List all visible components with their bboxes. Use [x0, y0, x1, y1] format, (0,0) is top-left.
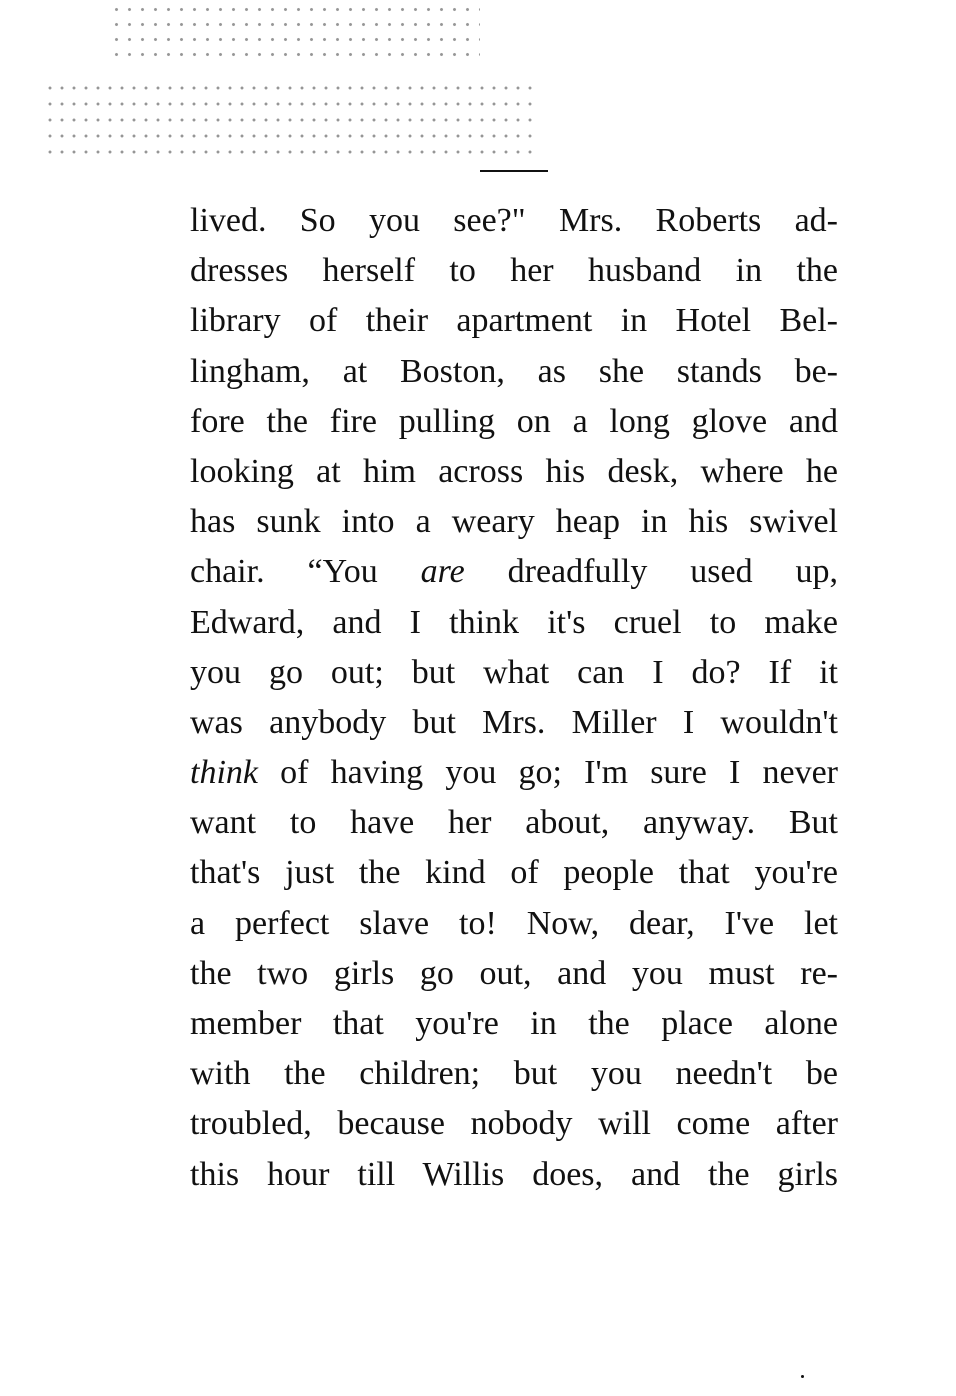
text-line	[190, 1049, 838, 1099]
text-line	[190, 598, 838, 648]
text-line	[190, 547, 838, 597]
line-text: lingham, at Boston, as she stands be-	[190, 352, 838, 390]
line-text: Edward, and I think it's cruel to make	[190, 603, 838, 641]
text-line	[190, 949, 838, 999]
line-text: has sunk into a weary heap in his swivel	[190, 503, 838, 541]
line-text: looking at him across his desk, where he	[190, 452, 838, 490]
text-line	[190, 899, 838, 949]
text-line	[190, 848, 838, 898]
text-line	[190, 748, 838, 798]
line-text: member that you're in the place alone	[190, 1005, 838, 1042]
line-text: want to have her about, anyway. But	[190, 804, 838, 842]
line-text: this hour till Willis does, and the girls	[190, 1155, 838, 1193]
text-line	[190, 698, 838, 748]
text-line	[190, 447, 838, 497]
line-text: the two girls go out, and you must re-	[190, 954, 838, 992]
text-line	[190, 1099, 838, 1149]
text-line	[190, 497, 838, 547]
line-text: a perfect slave to! Now, dear, I've let	[190, 904, 838, 942]
italic-emphasis: think	[190, 754, 258, 792]
line-text: of having you go; I'm sure I never	[257, 754, 838, 792]
line-text: chair. “You	[190, 553, 421, 591]
line-text: was anybody but Mrs. Miller I wouldn't	[190, 703, 838, 741]
text-line	[190, 397, 838, 447]
line-text: dresses herself to her husband in the	[190, 252, 838, 290]
text-line	[190, 246, 838, 296]
text-line	[190, 296, 838, 346]
line-text: library of their apartment in Hotel Bel-	[190, 302, 838, 340]
line-text: that's just the kind of people that you're	[190, 854, 838, 892]
line-text: lived. So you see?" Mrs. Roberts ad-	[190, 202, 838, 239]
scan-speck	[801, 1375, 804, 1378]
bleed-through-marks-top	[110, 2, 480, 60]
line-text: fore the fire pulling on a long glove and	[190, 402, 838, 440]
text-line	[190, 196, 838, 246]
section-rule	[480, 170, 548, 172]
body-text	[190, 196, 838, 1200]
text-line	[190, 1150, 838, 1200]
italic-emphasis: are	[420, 553, 465, 591]
text-line	[190, 648, 838, 698]
bleed-through-marks-middle	[44, 80, 534, 154]
line-text: with the children; but you needn't be	[190, 1055, 838, 1093]
text-line	[190, 999, 838, 1049]
line-text: dreadfully used up,	[464, 553, 838, 591]
text-line	[190, 798, 838, 848]
line-text: troubled, because nobody will come after	[190, 1105, 838, 1143]
line-text: you go out; but what can I do? If it	[190, 653, 838, 691]
text-line	[190, 347, 838, 397]
